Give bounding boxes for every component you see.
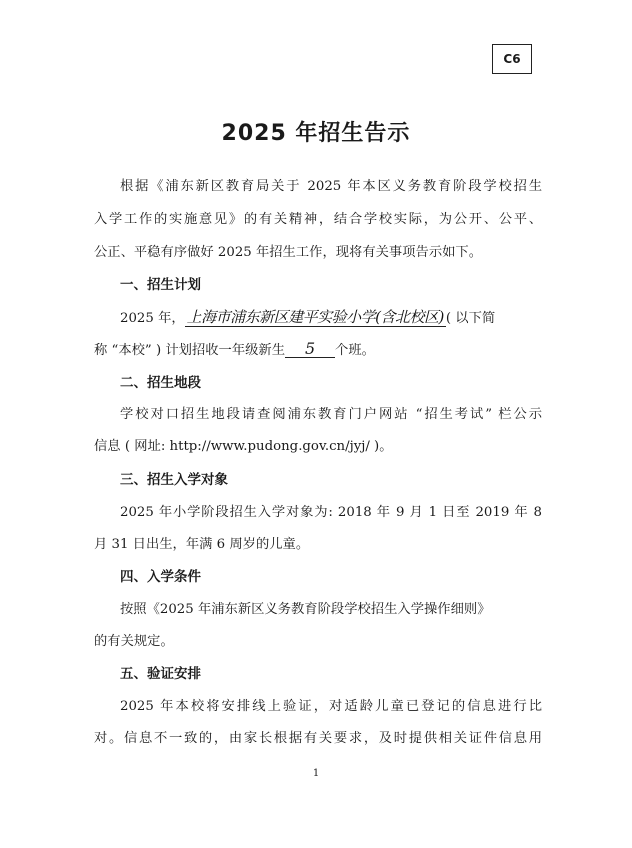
s3-line-1: 2025 年小学阶段招生入学对象为: 2018 年 9 月 1 日至 2019 年 8 <box>120 505 542 520</box>
page-number: 1 <box>312 768 320 779</box>
s3-line-2: 月 31 日出生，年满 6 周岁的儿童。 <box>94 537 310 552</box>
handwritten-class-count: 5 <box>285 341 335 358</box>
s1-line-2-prefix: 称 “本校” ) 计划招收一年级新生 <box>94 343 286 358</box>
section-heading-enrollment-target: 三、招生入学对象 <box>120 472 228 488</box>
s2-line-1: 学校对口招生地段请查阅浦东教育门户网站 “招生考试” 栏公示 <box>120 407 542 422</box>
s1-line-2-suffix: 个班。 <box>335 343 375 358</box>
s2-line-2: 信息 ( 网址: http://www.pudong.gov.cn/jyj/ )。 <box>94 439 393 454</box>
s1-line-1 <box>120 308 495 328</box>
section-heading-enrollment-area: 二、招生地段 <box>120 375 201 391</box>
intro-line-2: 入学工作的实施意见》的有关精神，结合学校实际，为公开、公平、 <box>94 212 542 227</box>
s5-line-1: 2025 年本校将安排线上验证，对适龄儿童已登记的信息进行比 <box>120 699 542 714</box>
s1-line-1-suffix: ( 以下简 <box>445 311 496 326</box>
section-heading-admission-conditions: 四、入学条件 <box>120 569 201 585</box>
page-title: 2025 年招生告示 <box>221 121 411 146</box>
s4-line-1: 按照《2025 年浦东新区义务教育阶段学校招生入学操作细则》 <box>120 602 491 617</box>
intro-line-1: 根据《浦东新区教育局关于 2025 年本区义务教育阶段学校招生 <box>120 179 542 194</box>
s1-line-2 <box>94 341 375 360</box>
handwritten-school-name: 上海市浦东新区建平实验小学(含北校区) <box>186 308 444 326</box>
intro-line-3: 公正、平稳有序做好 2025 年招生工作，现将有关事项告示如下。 <box>94 245 483 260</box>
s4-line-2: 的有关规定。 <box>94 634 174 649</box>
section-heading-verification: 五、验证安排 <box>120 666 201 682</box>
s5-line-2: 对。信息不一致的，由家长根据有关要求，及时提供相关证件信息用 <box>94 731 542 746</box>
section-heading-enrollment-plan: 一、招生计划 <box>120 277 201 293</box>
document-code-box: C6 <box>492 44 532 74</box>
s1-line-1-prefix: 2025 年， <box>120 311 185 326</box>
